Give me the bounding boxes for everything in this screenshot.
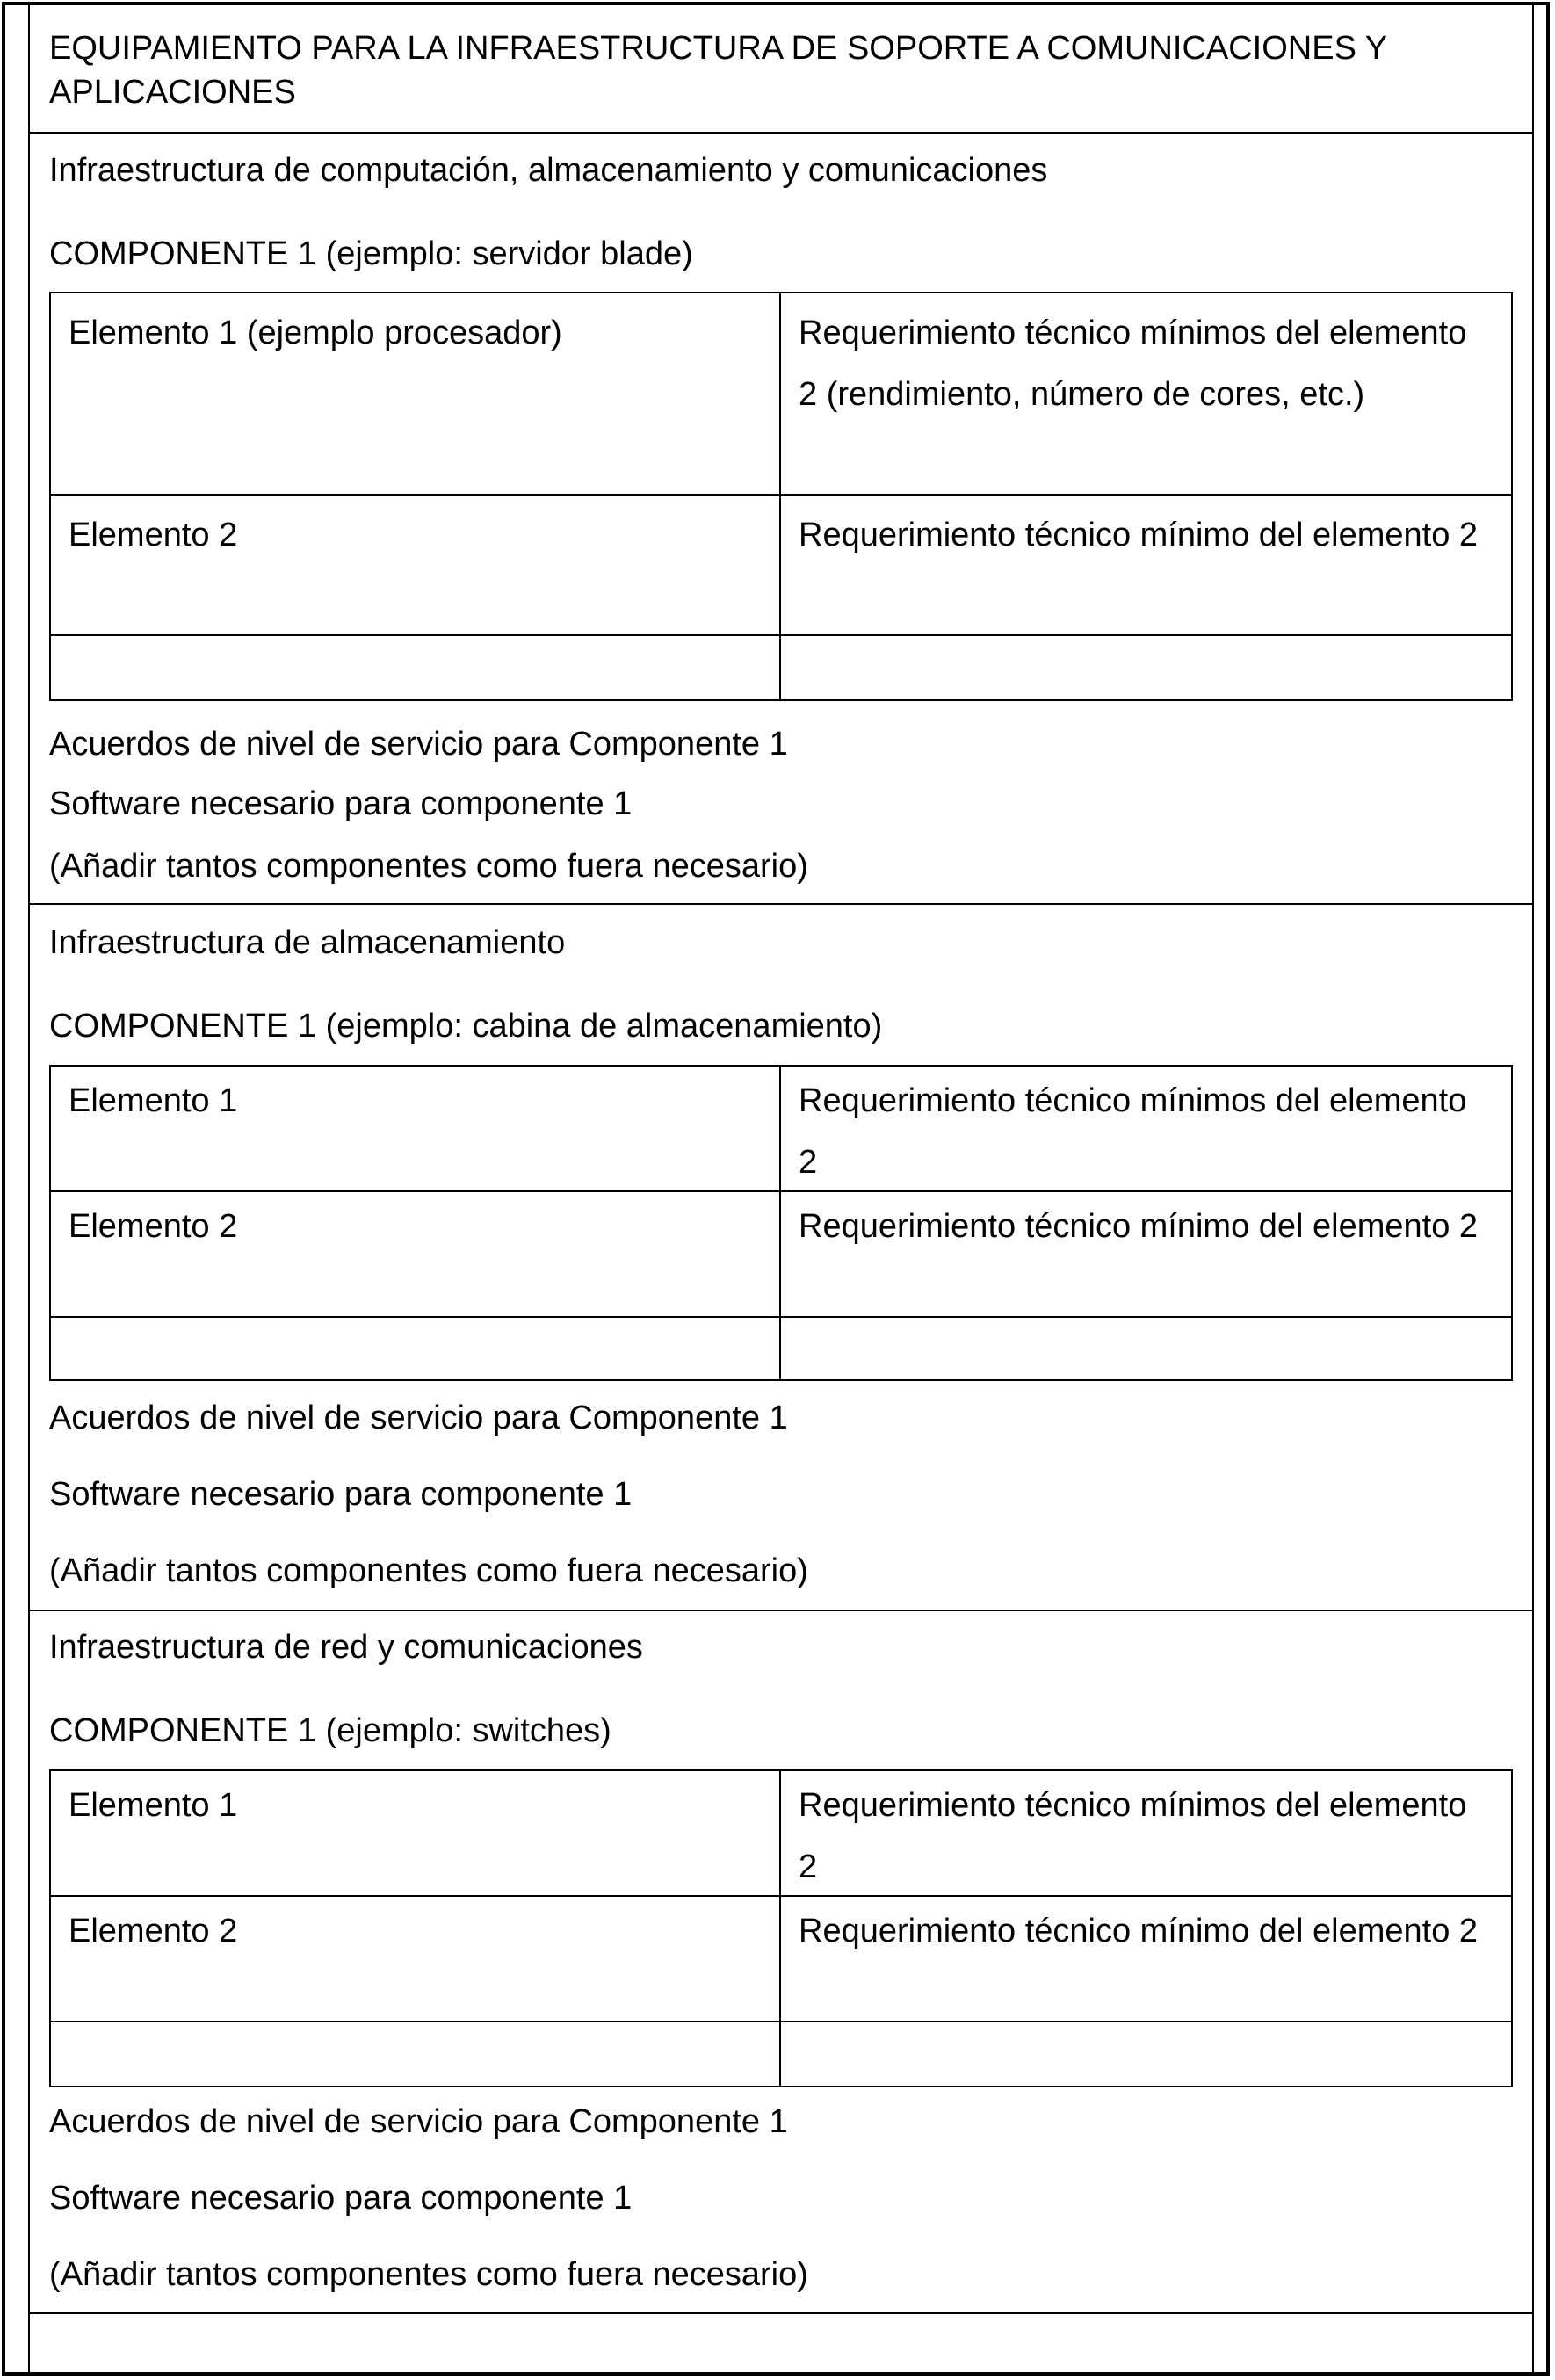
table-row: [51, 293, 1511, 496]
component-requirements-table: [49, 1769, 1513, 2087]
component-label: COMPONENTE 1 (ejemplo: switches): [49, 1712, 611, 1749]
requirement-cell: Requerimiento técnico mínimo del elemento 2: [799, 517, 1479, 553]
section-heading-computacion: Infraestructura de computación, almacenamiento y comunicaciones: [49, 152, 1048, 189]
add-components-note: (Añadir tantos componentes como fuera necesario): [49, 2256, 808, 2293]
element-cell: Elemento 1: [51, 1067, 781, 1190]
section-heading-red: Infraestructura de red y comunicaciones: [49, 1629, 643, 1666]
add-components-note: (Añadir tantos componentes como fuera necesario): [49, 1552, 808, 1589]
table-row: [51, 1067, 1511, 1192]
table-row: [51, 1771, 1511, 1897]
divider: [30, 2312, 1532, 2314]
software-text: Software necesario para componente 1: [49, 785, 633, 822]
requirement-cell: Requerimiento técnico mínimo del elemento 2: [799, 1208, 1479, 1245]
table-row: [51, 636, 1511, 699]
divider: [30, 1610, 1532, 1611]
divider: [30, 903, 1532, 905]
requirement-cell: Requerimiento técnico mínimos del elemento 2: [799, 1787, 1467, 1885]
requirement-cell: Requerimiento técnico mínimos del elemento 2 (rendimiento, número de cores, etc.): [799, 315, 1467, 413]
element-cell: Elemento 1: [51, 1771, 781, 1895]
add-components-note: (Añadir tantos componentes como fuera necesario): [49, 848, 808, 885]
element-cell: Elemento 1 (ejemplo procesador): [51, 293, 781, 494]
element-cell: Elemento 2: [51, 1192, 781, 1316]
table-row: [51, 2022, 1511, 2086]
element-cell: Elemento 2: [51, 1897, 781, 2021]
software-text: Software necesario para componente 1: [49, 1476, 633, 1513]
table-row: [51, 496, 1511, 636]
element-cell: [51, 636, 781, 699]
element-cell: [51, 2022, 781, 2086]
requirement-cell: [781, 1318, 1511, 1379]
requirement-cell: [781, 636, 1511, 699]
sla-text: Acuerdos de nivel de servicio para Componente 1: [49, 726, 788, 763]
requirement-cell: [781, 2022, 1511, 2086]
component-label: COMPONENTE 1 (ejemplo: cabina de almacenamiento): [49, 1008, 883, 1045]
table-row: [51, 1192, 1511, 1318]
divider: [30, 132, 1532, 134]
software-text: Software necesario para componente 1: [49, 2180, 633, 2217]
element-cell: [51, 1318, 781, 1379]
component-label: COMPONENTE 1 (ejemplo: servidor blade): [49, 235, 693, 272]
table-row: [51, 1318, 1511, 1379]
element-cell: Elemento 2: [51, 496, 781, 634]
component-requirements-table: [49, 1065, 1513, 1381]
sla-text: Acuerdos de nivel de servicio para Componente 1: [49, 1400, 788, 1436]
document-table: [2, 2, 1550, 2376]
requirement-cell: Requerimiento técnico mínimo del elemento 2: [799, 1913, 1479, 1950]
component-requirements-table: [49, 292, 1513, 701]
document-title: EQUIPAMIENTO PARA LA INFRAESTRUCTURA DE SOPORTE A COMUNICACIONES Y APLICACIONES: [49, 30, 1387, 111]
table-row: [51, 1897, 1511, 2022]
section-heading-almacenamiento: Infraestructura de almacenamiento: [49, 924, 566, 961]
sla-text: Acuerdos de nivel de servicio para Componente 1: [49, 2103, 788, 2140]
document-inner-frame: [28, 5, 1534, 2372]
requirement-cell: Requerimiento técnico mínimos del elemento 2: [799, 1082, 1467, 1181]
